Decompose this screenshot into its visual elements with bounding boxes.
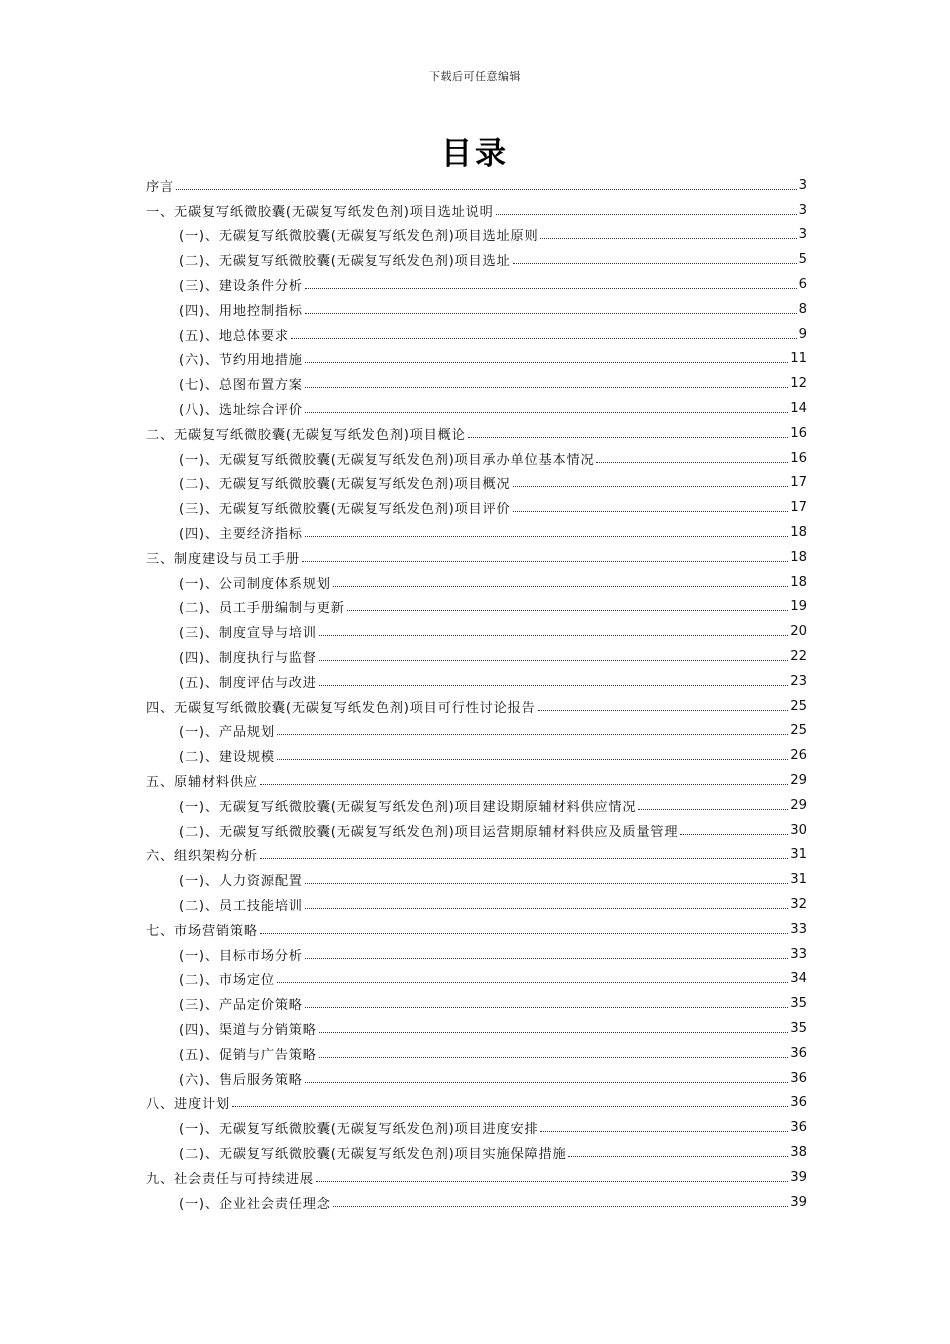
toc-leader-dots (319, 685, 788, 686)
toc-entry-label: (一)、企业社会责任理念 (179, 1196, 331, 1212)
toc-entry-page: 29 (790, 797, 807, 813)
toc-entry-page: 11 (790, 351, 807, 367)
toc-entry[interactable] (146, 371, 807, 396)
toc-entry-page: 31 (790, 847, 807, 863)
toc-leader-dots (568, 1156, 788, 1157)
toc-entry[interactable] (146, 396, 807, 421)
toc-entry-page: 38 (790, 1144, 807, 1160)
toc-leader-dots (305, 313, 797, 314)
toc-leader-dots (305, 362, 788, 363)
toc-leader-dots (596, 462, 788, 463)
toc-leader-dots (638, 809, 788, 810)
toc-leader-dots (305, 1082, 788, 1083)
toc-entry[interactable] (146, 223, 807, 248)
toc-entry-label: 七、市场营销策略 (146, 923, 258, 939)
toc-entry-label: 四、无碳复写纸微胶囊(无碳复写纸发色剂)项目可行性讨论报告 (146, 700, 536, 716)
toc-leader-dots (302, 561, 788, 562)
toc-entry-page: 22 (790, 649, 807, 665)
toc-leader-dots (540, 1131, 788, 1132)
toc-entry-label: (六)、节约用地措施 (179, 353, 303, 369)
toc-entry[interactable] (146, 495, 807, 520)
toc-entry-page: 18 (790, 549, 807, 565)
toc-entry-page: 35 (790, 996, 807, 1012)
toc-leader-dots (260, 858, 788, 859)
toc-leader-dots (513, 263, 797, 264)
toc-entry[interactable] (146, 843, 807, 868)
toc-leader-dots (513, 511, 789, 512)
toc-entry-label: 一、无碳复写纸微胶囊(无碳复写纸发色剂)项目选址说明 (146, 204, 494, 220)
toc-entry-label: 八、进度计划 (146, 1097, 230, 1113)
toc-leader-dots (319, 660, 788, 661)
toc-leader-dots (333, 1206, 788, 1207)
toc-entry-label: (二)、无碳复写纸微胶囊(无碳复写纸发色剂)项目运营期原辅材料供应及质量管理 (179, 824, 679, 840)
toc-entry[interactable] (146, 917, 807, 942)
toc-leader-dots (319, 1032, 788, 1033)
toc-entry-label: (二)、无碳复写纸微胶囊(无碳复写纸发色剂)项目选址 (179, 254, 511, 270)
toc-entry-label: (七)、总图布置方案 (179, 378, 303, 394)
toc-entry-page: 25 (790, 698, 807, 714)
toc-entry[interactable] (146, 793, 807, 818)
toc-leader-dots (277, 982, 788, 983)
toc-entry-label: (五)、地总体要求 (179, 328, 289, 344)
toc-entry-page: 31 (790, 872, 807, 888)
toc-entry-label: 六、组织架构分析 (146, 849, 258, 865)
toc-entry-page: 20 (790, 624, 807, 640)
toc-entry-label: (四)、制度执行与监督 (179, 651, 317, 667)
toc-leader-dots (305, 387, 788, 388)
toc-entry-label: (三)、制度宣导与培训 (179, 626, 317, 642)
toc-entry-label: (四)、渠道与分销策略 (179, 1022, 317, 1038)
toc-leader-dots (232, 1106, 788, 1107)
toc-entry-label: 五、原辅材料供应 (146, 775, 258, 791)
toc-leader-dots (319, 1057, 788, 1058)
toc-entry[interactable] (146, 967, 807, 992)
toc-entry[interactable] (146, 297, 807, 322)
toc-leader-dots (291, 338, 797, 339)
toc-entry[interactable] (146, 867, 807, 892)
toc-entry[interactable] (146, 347, 807, 372)
toc-leader-dots (680, 834, 788, 835)
toc-entry-page: 26 (790, 748, 807, 764)
toc-entry-label: (五)、制度评估与改进 (179, 675, 317, 691)
page-title: 目录 (441, 136, 509, 172)
toc-entry[interactable] (146, 198, 807, 223)
header-note: 下载后可任意编辑 (429, 70, 521, 83)
toc-entry-label: (一)、无碳复写纸微胶囊(无碳复写纸发色剂)项目选址原则 (179, 229, 539, 245)
toc-entry[interactable] (146, 247, 807, 272)
toc-entry-page: 25 (790, 723, 807, 739)
toc-leader-dots (319, 635, 788, 636)
toc-entry[interactable] (146, 1190, 807, 1215)
toc-leader-dots (176, 189, 797, 190)
toc-entry-page: 5 (798, 252, 807, 268)
toc-leader-dots (305, 958, 788, 959)
toc-entry[interactable] (146, 991, 807, 1016)
toc-entry-label: (六)、售后服务策略 (179, 1072, 303, 1088)
toc-entry-page: 36 (790, 1070, 807, 1086)
toc-entry-page: 34 (790, 971, 807, 987)
table-of-contents (146, 173, 807, 1214)
toc-leader-dots (305, 883, 788, 884)
toc-entry-page: 16 (790, 425, 807, 441)
toc-entry-page: 36 (790, 1095, 807, 1111)
toc-entry[interactable] (146, 818, 807, 843)
toc-leader-dots (277, 734, 788, 735)
toc-entry[interactable] (146, 595, 807, 620)
toc-entry-label: (三)、建设条件分析 (179, 279, 303, 295)
toc-leader-dots (305, 1007, 788, 1008)
toc-entry[interactable] (146, 1041, 807, 1066)
toc-entry[interactable] (146, 743, 807, 768)
toc-entry-label: (二)、市场定位 (179, 973, 275, 989)
toc-leader-dots (305, 412, 788, 413)
toc-entry-page: 39 (790, 1194, 807, 1210)
toc-entry-page: 32 (790, 897, 807, 912)
toc-leader-dots (540, 238, 796, 239)
toc-entry-label: (二)、建设规模 (179, 750, 275, 766)
toc-entry[interactable] (146, 421, 807, 446)
toc-entry-label: 三、制度建设与员工手册 (146, 551, 300, 567)
toc-entry[interactable] (146, 545, 807, 570)
toc-entry-page: 33 (790, 946, 807, 962)
toc-entry-page: 29 (790, 773, 807, 789)
toc-entry-page: 36 (790, 1045, 807, 1061)
toc-entry[interactable] (146, 1115, 807, 1140)
toc-entry[interactable] (146, 520, 807, 545)
toc-entry-page: 18 (790, 525, 807, 541)
toc-entry[interactable] (146, 719, 807, 744)
toc-entry-label: (二)、员工手册编制与更新 (179, 601, 345, 617)
toc-entry-page: 16 (790, 450, 807, 466)
toc-leader-dots (316, 1181, 788, 1182)
toc-entry-page: 23 (790, 673, 807, 689)
toc-entry-page: 19 (790, 599, 807, 615)
toc-entry-page: 3 (798, 177, 807, 193)
toc-leader-dots (260, 933, 788, 934)
toc-entry[interactable] (146, 471, 807, 496)
toc-entry[interactable] (146, 1090, 807, 1115)
toc-entry-label: (二)、员工技能培训 (179, 899, 303, 914)
toc-entry[interactable] (146, 570, 807, 595)
toc-leader-dots (333, 586, 788, 587)
toc-entry-label: (一)、人力资源配置 (179, 874, 303, 890)
toc-entry-label: (一)、无碳复写纸微胶囊(无碳复写纸发色剂)项目进度安排 (179, 1122, 539, 1138)
toc-leader-dots (468, 437, 789, 438)
toc-entry[interactable] (146, 942, 807, 967)
toc-entry[interactable] (146, 644, 807, 669)
toc-entry[interactable] (146, 1066, 807, 1091)
toc-entry-label: (一)、目标市场分析 (179, 948, 303, 964)
toc-entry[interactable] (146, 1016, 807, 1041)
toc-entry[interactable] (146, 173, 807, 198)
toc-entry[interactable] (146, 669, 807, 694)
toc-entry[interactable] (146, 272, 807, 297)
toc-entry-label: (三)、无碳复写纸微胶囊(无碳复写纸发色剂)项目评价 (179, 502, 511, 518)
toc-entry-page: 36 (790, 1120, 807, 1136)
toc-entry[interactable] (146, 768, 807, 793)
toc-entry-label: (一)、公司制度体系规划 (179, 576, 331, 592)
toc-entry-page: 3 (798, 227, 807, 243)
toc-entry-label: (二)、无碳复写纸微胶囊(无碳复写纸发色剂)项目概况 (179, 477, 511, 493)
toc-entry-page: 12 (790, 376, 807, 392)
toc-entry-page: 18 (790, 574, 807, 590)
toc-entry[interactable] (146, 619, 807, 644)
toc-entry-label: (五)、促销与广告策略 (179, 1047, 317, 1063)
toc-leader-dots (513, 486, 789, 487)
toc-entry[interactable] (146, 694, 807, 719)
toc-entry[interactable] (146, 322, 807, 347)
toc-entry-label: 二、无碳复写纸微胶囊(无碳复写纸发色剂)项目概论 (146, 427, 466, 443)
toc-entry-page: 14 (790, 401, 807, 417)
toc-entry-label: 序言 (146, 179, 174, 195)
toc-entry-page: 17 (790, 500, 807, 516)
toc-entry-label: 九、社会责任与可持续进展 (146, 1171, 314, 1187)
toc-entry-page: 6 (798, 277, 807, 293)
toc-entry[interactable] (146, 1165, 807, 1190)
toc-leader-dots (305, 908, 788, 909)
toc-leader-dots (305, 536, 788, 537)
toc-entry-label: (四)、用地控制指标 (179, 303, 303, 319)
toc-entry-page: 35 (790, 1020, 807, 1036)
toc-entry-page: 9 (798, 326, 807, 342)
toc-entry[interactable] (146, 446, 807, 471)
toc-entry-label: (一)、产品规划 (179, 725, 275, 741)
toc-entry-page: 39 (790, 1169, 807, 1185)
toc-entry-page: 3 (798, 202, 807, 218)
toc-entry[interactable] (146, 1140, 807, 1165)
toc-leader-dots (538, 710, 789, 711)
toc-entry-label: (一)、无碳复写纸微胶囊(无碳复写纸发色剂)项目承办单位基本情况 (179, 452, 595, 468)
toc-leader-dots (305, 288, 797, 289)
toc-entry-page: 33 (790, 921, 807, 937)
toc-entry-page: 8 (798, 301, 807, 317)
toc-entry-label: (八)、选址综合评价 (179, 403, 303, 419)
toc-leader-dots (496, 214, 797, 215)
toc-entry-label: (四)、主要经济指标 (179, 527, 303, 543)
toc-entry-label: (三)、产品定价策略 (179, 998, 303, 1014)
toc-leader-dots (277, 759, 788, 760)
toc-entry-label: (二)、无碳复写纸微胶囊(无碳复写纸发色剂)项目实施保障措施 (179, 1146, 567, 1162)
toc-entry-page: 17 (790, 475, 807, 491)
toc-entry[interactable] (146, 892, 807, 917)
toc-leader-dots (260, 784, 788, 785)
toc-entry-label: (一)、无碳复写纸微胶囊(无碳复写纸发色剂)项目建设期原辅材料供应情况 (179, 799, 637, 815)
toc-leader-dots (347, 610, 788, 611)
toc-entry-page: 30 (790, 822, 807, 838)
